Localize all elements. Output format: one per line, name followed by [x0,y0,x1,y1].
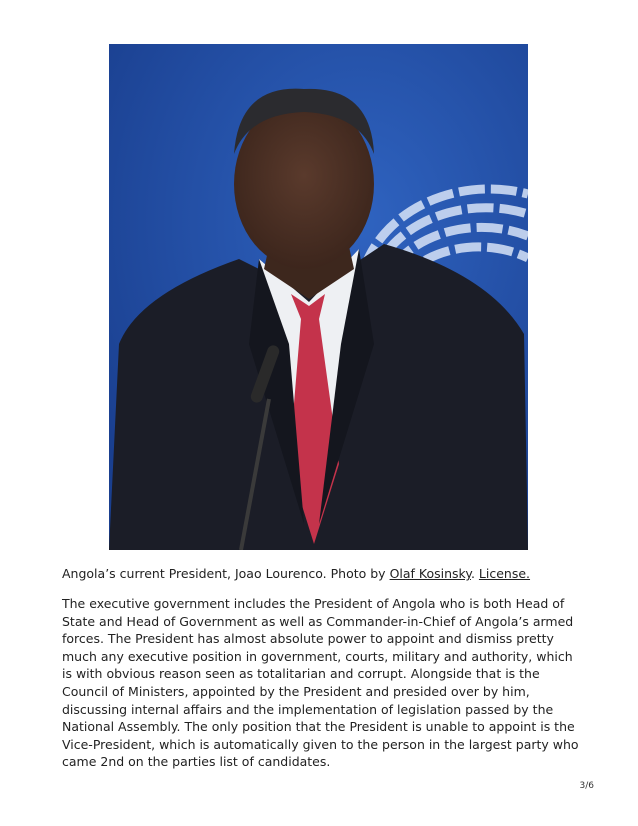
page-number: 3/6 [579,781,594,791]
caption-separator: . [470,566,479,581]
body-paragraph: The executive government includes the President of Angola who is both Head of State and Head of Government as well as Commander-in-Chief of Angola’s armed forces. The President has almost absolute power to appoint and dismiss pretty much any executive position in government, courts, military and authority, which is with obvious reason seen as totalitarian and corrupt. Alongside that is the Council of Ministers, appointed by the President and presided over by him, discussing internal affairs and the implementation of legislation passed by the National Assembly. The only position that the President is unable to appoint is the Vice-President, which is automatically given to the person in the largest party who came 2nd on the parties list of candidates. [62,596,579,770]
caption-text: Angola’s current President, Joao Lourenco. Photo by [62,566,390,581]
photo-caption [62,565,602,582]
president-photo [109,44,528,550]
photo-author-link[interactable]: Olaf Kosinsky [389,566,471,581]
license-link[interactable]: License. [478,566,531,581]
